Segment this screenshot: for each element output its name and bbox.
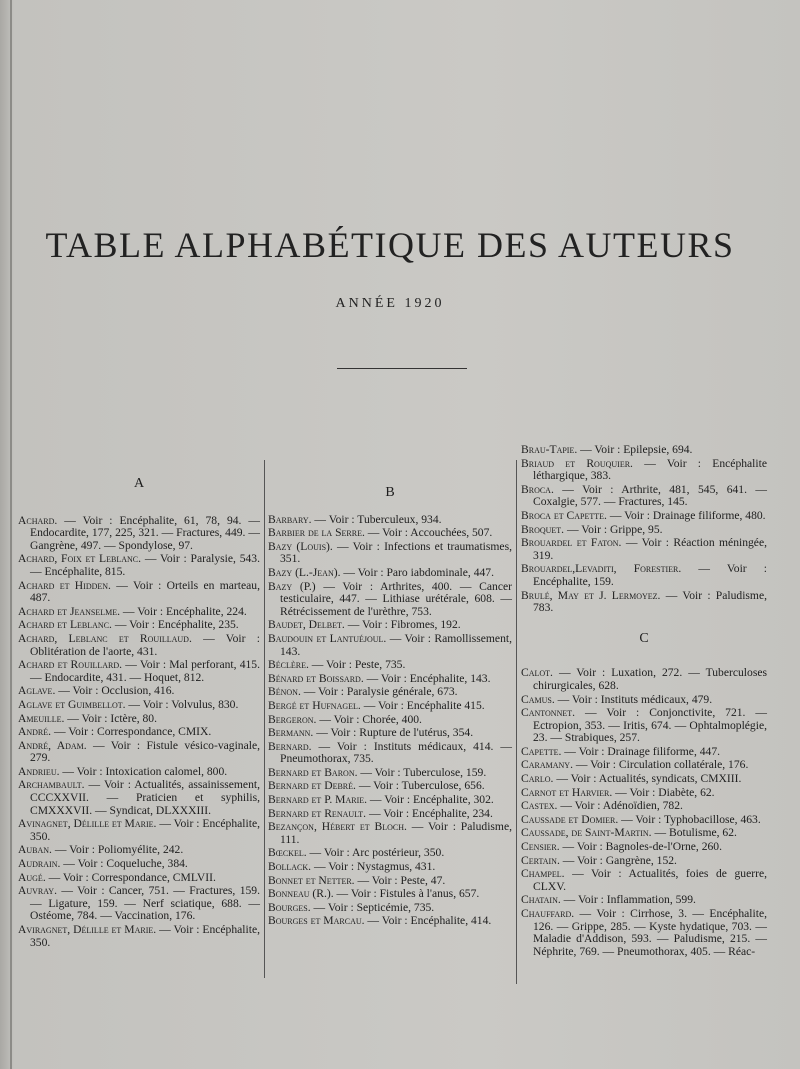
author-name: Carlo. <box>521 772 554 786</box>
index-entry <box>18 633 260 658</box>
index-entry <box>521 759 767 772</box>
author-name: Chauffard. <box>521 907 575 920</box>
column-divider-right <box>516 460 517 984</box>
index-entry <box>268 633 512 658</box>
index-entry <box>268 541 512 566</box>
entry-references: — Voir : Paralysie, 543. — Encéphalite, 815. <box>30 552 260 578</box>
entry-references: — Voir : Mal perforant, 415. — Endocardite, 431. — Hoquet, 812. <box>30 658 260 684</box>
author-name: Bénon. <box>268 685 301 699</box>
author-name: Camus. <box>521 692 555 706</box>
author-name: Béclère. <box>268 658 309 672</box>
index-entry <box>521 746 767 759</box>
entry-references: — Voir : Cancer, 751. — Fractures, 159. — Ligature, 159. — Nerf sciatique, 688. — Ostéome, 784. — Vaccination, 176. <box>30 884 260 923</box>
entry-references: — Botulisme, 62. <box>651 826 737 840</box>
entry-references: — Voir : Peste, 47. <box>354 873 446 887</box>
author-name: Bollack. <box>268 860 312 874</box>
index-entry <box>268 619 512 632</box>
entry-references: — Voir : Tuberculeux, 934. <box>311 512 442 526</box>
index-entry <box>18 779 260 817</box>
entry-list-b-continued <box>521 444 767 615</box>
entry-references: — Voir : Intoxication calomel, 800. <box>59 764 228 778</box>
author-name: Bœckel. <box>268 846 307 860</box>
entry-references: — Voir : Paludisme, 111. <box>280 820 512 846</box>
section-letter-a: A <box>133 476 145 491</box>
author-name: André, Adam. <box>18 738 87 752</box>
index-entry <box>521 707 767 745</box>
author-name: Bazy (Louis). <box>268 539 333 553</box>
author-name: Achard, Leblanc et Rouillaud. <box>18 631 192 645</box>
entry-references: — Voir : Encéphalite, 414. <box>364 914 492 928</box>
index-entry <box>268 847 512 860</box>
index-entry <box>268 581 512 619</box>
entry-references: — Voir : Diabète, 62. <box>612 785 715 799</box>
index-entry <box>521 563 767 588</box>
page-binding-edge <box>10 0 12 1069</box>
page-title: TABLE ALPHABÉTIQUE DES AUTEURS <box>45 225 735 265</box>
entry-references: — Voir : Cirrhose, 3. — Encéphalite, 126. — Grippe, 285. — Kyste hydatique, 703. — Maladie d'Addison, 593. — Paludisme, 215. — Néphrite, 769. — Pneumothorax, 405. — Réac- <box>533 907 767 958</box>
author-name: Bourges et Marcau. <box>268 914 365 928</box>
index-entry <box>268 741 512 766</box>
entry-references: — Voir : Rupture de l'utérus, 354. <box>313 726 474 740</box>
entry-references: — Voir : Nystagmus, 431. <box>311 860 436 874</box>
author-name: Broca et Capette. <box>521 508 607 522</box>
entry-references: — Voir : Infections et traumatismes, 351. <box>280 539 512 566</box>
index-entry <box>268 686 512 699</box>
index-entry <box>268 714 512 727</box>
author-name: Archambault. <box>18 778 85 792</box>
entry-references: — Voir : Volvulus, 830. <box>125 697 239 711</box>
entry-references: — Voir : Poliomyélite, 242. <box>51 843 184 857</box>
entry-references: — Voir : Fibromes, 192. <box>344 618 461 632</box>
author-name: Brouardel,Levaditi, Forestier. <box>521 562 682 576</box>
index-entry <box>18 726 260 739</box>
index-entry <box>268 700 512 713</box>
author-name: Auvray. <box>18 884 57 898</box>
entry-references: — Voir : Encéphalite 415. <box>360 698 485 712</box>
section-letter-b: B <box>385 485 395 500</box>
column-a <box>18 478 260 950</box>
entry-references: — Voir : Drainage filiforme, 480. <box>606 508 766 522</box>
author-name: Ameuille. <box>18 711 65 725</box>
index-entry <box>268 875 512 888</box>
index-entry <box>18 885 260 923</box>
index-entry <box>18 740 260 765</box>
entry-references: — Voir : Gangrène, 152. <box>559 853 677 867</box>
entry-references: — Voir : Encéphalite, 159. <box>533 562 767 588</box>
index-entry <box>521 524 767 537</box>
index-entry <box>521 855 767 868</box>
author-name: Certain. <box>521 853 560 867</box>
index-entry <box>268 780 512 793</box>
entry-references: — Voir : Fistules à l'anus, 657. <box>333 887 480 901</box>
author-name: Achard. <box>18 513 58 527</box>
entry-references: — Voir : Actualités, syndicats, CMXIII. <box>553 772 742 786</box>
entry-list-a <box>18 515 260 950</box>
index-entry <box>268 727 512 740</box>
entry-references: — Voir : Circulation collatérale, 176. <box>572 758 749 772</box>
index-entry <box>18 659 260 684</box>
author-name: Cantonnet. <box>521 706 576 720</box>
index-entry <box>521 458 767 483</box>
index-entry <box>521 841 767 854</box>
author-name: Broca. <box>521 482 554 496</box>
index-entry <box>268 902 512 915</box>
author-name: Audrain. <box>18 857 61 871</box>
index-entry <box>521 694 767 707</box>
entry-references: — Voir : Peste, 735. <box>308 658 406 672</box>
author-name: Bergé et Hufnagel. <box>268 698 361 712</box>
index-entry <box>521 773 767 786</box>
index-entry <box>521 590 767 615</box>
author-name: Chatain. <box>521 893 561 907</box>
entry-list-b <box>268 514 512 928</box>
index-entry <box>268 808 512 821</box>
author-name: Aviragnet, Délille et Marie. <box>18 923 157 936</box>
index-entry <box>18 685 260 698</box>
index-entry <box>268 527 512 540</box>
section-letter-c: C <box>639 630 649 646</box>
index-entry <box>521 444 767 457</box>
entry-references: — Voir : Grippe, 95. <box>564 522 663 536</box>
author-name: Bourges. <box>268 900 311 914</box>
entry-references: — Voir : Tuberculose, 656. <box>355 779 485 793</box>
index-entry <box>268 767 512 780</box>
author-name: Andrieu. <box>18 764 60 778</box>
entry-references: — Voir : Arc postérieur, 350. <box>306 846 445 860</box>
entry-references: — Voir : Correspondance, CMLVII. <box>45 870 216 884</box>
index-entry <box>268 794 512 807</box>
author-name: Bazy (L.-Jean). <box>268 565 341 579</box>
entry-references: — Voir : Paralysie générale, 673. <box>300 685 458 699</box>
author-name: Barbier de la Serre. <box>268 526 365 540</box>
index-entry <box>18 515 260 553</box>
author-name: Bergeron. <box>268 712 317 726</box>
entry-references: — Voir : Bagnoles-de-l'Orne, 260. <box>559 840 722 854</box>
index-entry <box>18 872 260 885</box>
entry-references: — Voir : Accouchées, 507. <box>364 526 493 540</box>
entry-references: — Voir : Encéphalite, 302. <box>367 793 494 807</box>
entry-references: — Voir : Chorée, 400. <box>316 712 422 726</box>
index-entry <box>268 861 512 874</box>
entry-references: — Voir : Actualités, foies de guerre, CLXV. <box>533 867 767 893</box>
author-name: Castex. <box>521 799 558 813</box>
entry-references: — Voir : Epilepsie, 694. <box>577 443 693 456</box>
index-entry <box>18 924 260 949</box>
entry-references: — Voir : Instituts médicaux, 414. — Pneumothorax, 735. <box>280 739 512 766</box>
entry-references: — Voir : Adénoïdien, 782. <box>557 799 683 813</box>
author-name: Bernard et Baron. <box>268 765 358 779</box>
entry-references: — Voir : Arthrites, 400. — Cancer testiculaire, 447. — Lithiase urétérale, 608. — Rétrécissement de l'urèthre, 753. <box>280 579 512 618</box>
entry-references: — Voir : Arthrite, 481, 545, 641. — Coxalgie, 577. — Fractures, 145. <box>533 482 767 509</box>
author-name: Avinagnet, Délille et Marie. <box>18 817 157 831</box>
entry-references: — Voir : Tuberculose, 159. <box>357 765 487 779</box>
author-name: Brouardel et Faton. <box>521 536 622 550</box>
column-b <box>268 487 512 929</box>
title-divider <box>337 368 467 369</box>
index-entry <box>18 699 260 712</box>
entry-references: — Voir : Encéphalite, 61, 78, 94. — Endocardite, 177, 225, 321. — Fractures, 449. — Gangrène, 497. — Spondylose, 97. <box>30 513 260 552</box>
author-name: Brau-Tapie. <box>521 443 578 456</box>
author-name: Bernard. <box>268 739 312 753</box>
entry-references: — Voir : Encéphalite, 350. <box>30 923 261 949</box>
entry-references: — Voir : Conjonctivite, 721. — Ectropion, 353. — Iritis, 674. — Ophtalmoplégie, 23. — Strabiques, 257. <box>533 706 767 745</box>
index-entry <box>521 800 767 813</box>
column-divider-left-lower <box>264 578 265 978</box>
author-name: Censier. <box>521 840 560 854</box>
entry-references: — Voir : Encéphalite, 224. <box>120 604 247 618</box>
author-name: Barbary. <box>268 512 312 526</box>
index-entry <box>18 818 260 843</box>
index-entry <box>268 888 512 901</box>
author-name: Bénard et Boissard. <box>268 671 364 685</box>
entry-references: — Voir : Drainage filiforme, 447. <box>561 744 721 758</box>
entry-references: — Voir : Actualités, assainissement, CCCXXVII. — Praticien et syphilis, CMXXXVII. — Syndicat, DLXXXIII. <box>30 778 260 817</box>
entry-references: — Voir : Ictère, 80. <box>64 711 157 725</box>
author-name: Calot. <box>521 666 553 680</box>
index-entry <box>521 814 767 827</box>
index-entry <box>268 659 512 672</box>
entry-references: — Voir : Instituts médicaux, 479. <box>554 692 713 706</box>
author-name: Broquet. <box>521 522 565 536</box>
author-name: Baudet, Delbet. <box>268 618 345 632</box>
entry-references: — Voir : Encéphalite, 143. <box>363 671 491 685</box>
column-divider-left <box>264 460 265 578</box>
index-entry <box>521 894 767 907</box>
author-name: Achard, Foix et Leblanc. <box>18 552 142 566</box>
entry-references: — Voir : Coqueluche, 384. <box>60 857 188 871</box>
author-name: Bonnet et Netter. <box>268 873 355 887</box>
entry-references: — Voir : Septicémie, 735. <box>310 900 435 914</box>
author-name: Bezançon, Hébert et Bloch. <box>268 820 407 834</box>
index-entry <box>521 908 767 958</box>
entry-references: — Voir : Typhobacillose, 463. <box>618 812 761 826</box>
entry-references: — Voir : Encéphalite, 235. <box>111 618 239 632</box>
author-name: Achard et Jeanselme. <box>18 604 121 618</box>
entry-references: — Voir : Fistule vésico-vaginale, 279. <box>30 738 260 765</box>
entry-references: — Voir : Encéphalite, 350. <box>30 817 261 843</box>
entry-references: — Voir : Occlusion, 416. <box>55 684 175 698</box>
entry-references: — Voir : Correspondance, CMIX. <box>51 725 212 739</box>
index-entry <box>521 667 767 692</box>
index-entry <box>268 821 512 846</box>
author-name: Augé. <box>18 870 46 884</box>
author-name: Baudouin et Lantuéjoul. <box>268 631 387 645</box>
index-entry <box>18 858 260 871</box>
author-name: Achard et Hidden. <box>18 578 111 592</box>
index-entry <box>268 673 512 686</box>
entry-references: — Voir : Orteils en marteau, 487. <box>30 578 260 605</box>
index-entry <box>18 580 260 605</box>
author-name: Briaud et Rouquier. <box>521 456 633 470</box>
entry-references: — Voir : Encéphalite léthargique, 383. <box>533 456 767 483</box>
author-name: Bazy (P.) <box>268 579 316 593</box>
index-entry <box>521 787 767 800</box>
author-name: Aglave. <box>18 684 56 698</box>
author-name: Achard et Leblanc. <box>18 618 112 632</box>
index-entry <box>521 827 767 840</box>
entry-references: — Voir : Réaction méningée, 319. <box>533 536 767 562</box>
author-name: Carnot et Harvier. <box>521 785 613 799</box>
index-entry <box>268 567 512 580</box>
entry-references: — Voir : Oblitération de l'aorte, 431. <box>30 631 260 658</box>
author-name: Caussade, de Saint-Martin. <box>521 826 652 840</box>
index-entry <box>521 868 767 893</box>
index-entry <box>18 844 260 857</box>
author-name: Capette. <box>521 744 562 758</box>
index-entry <box>521 484 767 509</box>
index-entry <box>18 606 260 619</box>
column-c <box>521 444 767 959</box>
index-entry <box>521 510 767 523</box>
index-entry <box>18 766 260 779</box>
entry-references: — Voir : Inflammation, 599. <box>560 893 696 907</box>
author-name: Bonneau (R.). <box>268 887 334 901</box>
entry-references: — Voir : Encéphalite, 234. <box>366 806 493 820</box>
author-name: Champel. <box>521 867 565 881</box>
index-entry <box>18 553 260 578</box>
author-name: Achard et Rouillard. <box>18 658 123 672</box>
author-name: André. <box>18 725 52 739</box>
author-name: Bernard et P. Marie. <box>268 793 368 807</box>
author-name: Bernard et Renault. <box>268 806 367 820</box>
index-entry <box>268 514 512 527</box>
entry-references: — Voir : Paludisme, 783. <box>533 588 767 615</box>
author-name: Brulé, May et J. Lermoyez. <box>521 588 661 602</box>
entry-references: — Voir : Luxation, 272. — Tuberculoses chirurgicales, 628. <box>533 666 767 692</box>
index-entry <box>268 915 512 928</box>
author-name: Aglave et Guimbellot. <box>18 697 126 711</box>
author-name: Bernard et Debré. <box>268 779 356 793</box>
author-name: Bermann. <box>268 726 314 740</box>
author-name: Caussade et Domier. <box>521 812 619 826</box>
index-entry <box>18 619 260 632</box>
author-name: Auban. <box>18 843 52 857</box>
index-entry <box>18 713 260 726</box>
author-name: Caramany. <box>521 758 573 772</box>
entry-references: — Voir : Ramollissement, 143. <box>280 631 512 658</box>
entry-references: — Voir : Paro iabdominale, 447. <box>340 565 494 579</box>
entry-list-c <box>521 667 767 958</box>
year-subtitle: ANNÉE 1920 <box>335 296 445 311</box>
index-entry <box>521 537 767 562</box>
